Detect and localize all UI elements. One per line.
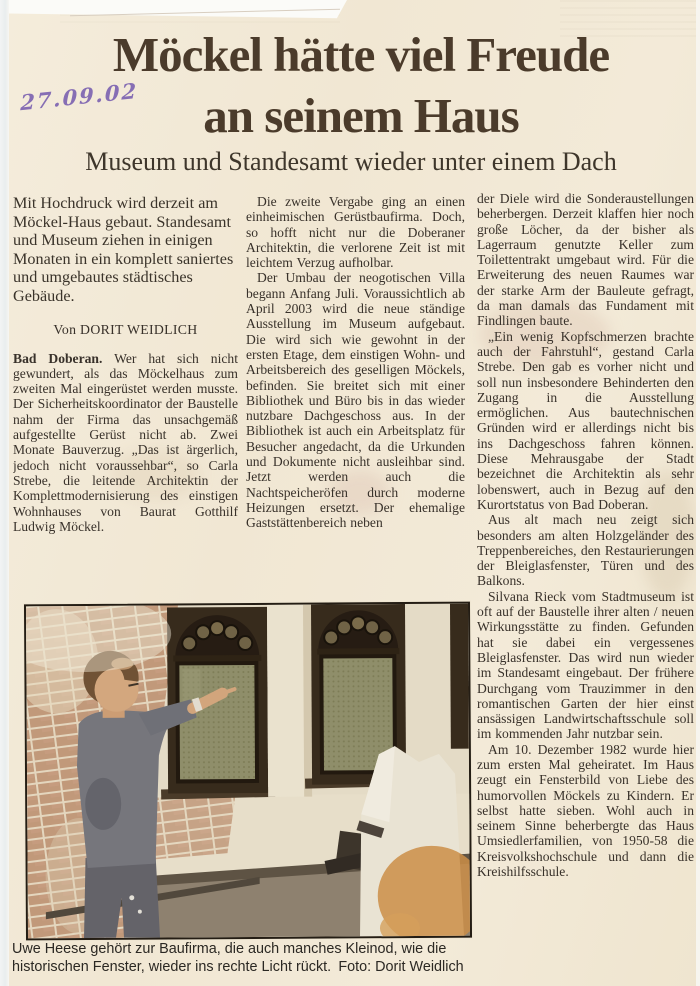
scan-edge-right [696, 0, 700, 986]
paragraph-text: Wer hat sich nicht gewundert, als das Möckelhaus zum zweiten Mal eingerüstet werden musste. Der Sicherheitskoordinator der Baustelle nahm der Firma das unsachgemäß aufgestellte Gerüst nicht ab. Zwei Monate Bauverzug. „Das ist ärgerlich, jedoch nicht voraussehbar“, so Carla Strebe, die leitende Architektin der Komplettmodernisierung des einstigen Wohnhauses von Baurat Gotthilf Ludwig Möckel. [13, 350, 238, 534]
scan-edge-left [0, 0, 9, 986]
body-paragraph: der Diele wird die Sonderaustellungen beherbergen. Derzeit klaffen hier noch große Löcher, da der bisher als Lagerraum genutzte Keller zum Toilettentrakt umgebaut wird. Für die Erweiterung des neuen Raumes war der starke Arm der Bauleute gefragt, da man damals das Fundament mit Findlingen baute. [477, 191, 694, 329]
photo-sepia-wash [26, 604, 470, 939]
headline-line-2: an seinem Haus [203, 88, 519, 143]
byline: Von DORIT WEIDLICH [53, 321, 198, 337]
photo-illustration [26, 604, 470, 939]
article-column-2 [246, 194, 465, 596]
caption-text: Uwe Heese gehört zur Baufirma, die auch manches Kleinod, wie die historischen Fenster, wieder ins rechte Licht rückt. [12, 941, 447, 975]
body-paragraph: Aus alt mach neu zeigt sich besonders am alten Holzgeländer des Treppenbereiches, den Restaurierungen der Bleiglasfenster, Türen und des Balkons. [477, 512, 694, 589]
body-paragraph [13, 351, 238, 535]
headline [30, 24, 692, 146]
article-column-1 [13, 194, 238, 596]
subheadline: Museum und Standesamt wieder unter einem Dach [85, 147, 617, 176]
lede-paragraph: Mit Hochdruck wird derzeit am Möckel-Haus gebaut. Standesamt und Museum ziehen in einigen Monaten in ein komplett saniertes und umgebautes städtisches Gebäude. [13, 194, 234, 305]
body-paragraph: „Ein wenig Kopfschmerzen brachte auch der Fahrstuhl“, gestand Carla Strebe. Den gab es vorher nicht und soll nun insbesondere Behinderten den Zugang in die Ausstellung ermöglichen. Aus bautechnischen Gründen wird er allerdings nicht bis ins Dachgeschoss fahren können. Diese Mehrausgabe der Stadt bezeichnet die Architektin als sehr lobenswert, auch in Bezug auf den Kurortstatus von Bad Doberan. [477, 328, 694, 512]
body-paragraph: Silvana Rieck vom Stadtmuseum ist oft auf der Baustelle ihrer alten / neuen Wirkungsstätte zu finden. Gefunden hat sie dabei ein vergessenes Bleiglasfenster. Das wird nun wieder im Standesamt eingebaut. Der frühere Durchgang vom Trauzimmer in den romantischen Garten der hier einst ansässigen Landwirtschaftsschule soll im kommenden Jahr nutzbar sein. [477, 588, 694, 742]
dateline: Bad Doberan. [13, 350, 103, 366]
article-column-3 [477, 191, 694, 967]
headline-line-1: Möckel hätte viel Freude [112, 27, 610, 82]
body-paragraph: Die zweite Vergabe ging an einen einheimischen Gerüstbaufirma. Doch, so hofft nicht nur die Doberaner Architektin, die verlorene Zeit ist mit leichtem Verzug aufholbar. [246, 194, 465, 271]
photo-caption [12, 940, 472, 976]
body-paragraph: Am 10. Dezember 1982 wurde hier zum ersten Mal geheiratet. Im Haus zeugt ein Fensterbild von Liebe des humorvollen Möckels zu Kindern. Er selbst hatte sieben. Wohl auch in seinem Sinne beherbergte das Haus Umsiedlerfamilien, von 1950-58 die Kreisvolkshochschule und dann die Kreishilfsschule. [477, 741, 694, 880]
handwritten-date-note: 27.09.02 [20, 77, 139, 116]
photo-credit: Foto: Dorit Weidlich [338, 959, 464, 975]
construction-photo [24, 602, 472, 941]
body-paragraph: Der Umbau der neogotischen Villa begann Anfang Juli. Voraussichtlich ab April 2003 wird die neue ständige Ausstellung im Museum aufgebaut. Die wird sich wie gewohnt in der ersten Etage, dem einstigen Wohn- und Arbeitsbereich des geselligen Möckels, befinden. Sie breitet sich mit einer Bibliothek und Büro bis in das wieder nutzbare Dachgeschoss aus. In der Bibliothek ist auch ein Arbeitsplatz für Besucher angedacht, da die Urkunden und Dokumente nicht ausleihbar sind. Jetzt werden auch die Nachtspeicheröfen durch moderne Heizungen ersetzt. Der ehemalige Gaststättenbereich neben [246, 270, 465, 531]
